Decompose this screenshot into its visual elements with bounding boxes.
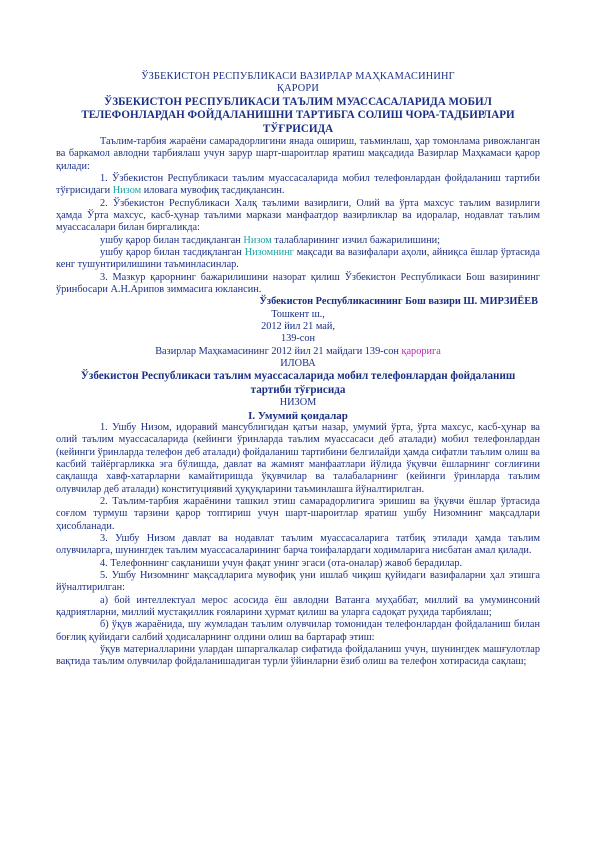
item-1-text-before: 1. Ўзбекистон Республикаси таълим муассасаларида мобил телефонлардан фойдаланиш тартиби тўғрисидаги	[56, 172, 540, 197]
nizom-link-2[interactable]: Низом	[243, 234, 272, 246]
clause-1: 1. Ушбу Низом, идоравий мансублигидан қатъи назар, умумий ўрта, ўрта махсус, касб-ҳунар ва олий таълим муассасаларида (кейинги ўринларда таълим муассасаси деб аталади) мобил телефонлардан (кейинги ўринларда телефон деб аталади) фойдаланиш тартибини белгилайди ҳамда сифатли таълим олиш ва касбий тайёргарликка эга бўлишда, давлат ва жамият манфаатлари йўлида ўқувчи ёшларнинг соғлиғини сақлашда хавф-хатарларни камайтиришда ўқувчилар ва талабаларнинг (кейинги ўринларда таълим олувчилар деб аталади) конституциявий ҳуқуқларини таъминлашга йўналтирилган.	[56, 421, 540, 495]
nizom-label: НИЗОМ	[279, 397, 317, 409]
signature: Ўзбекистон Республикасининг Бош вазири Ш. МИРЗИЁЕВ	[259, 296, 538, 308]
appendix-title-line-2: тартиби тўғрисида	[250, 383, 346, 396]
decree-title	[56, 96, 540, 136]
nizom-link-3[interactable]: Низомнинг	[244, 247, 294, 258]
item-3: 3. Мазкур қарорнинг бажарилишини назорат қилиш Ўзбекистон Республикаси Бош вазирининг ўринбосари А.Н.Арипов зиммасига юклансин.	[56, 271, 540, 296]
clause-5a: а) бой интеллектуал мерос асосида ёш авлодни Ватанга муҳаббат, миллий ва умуминсоний қадриятларни, миллий мустақиллик ғояларини ҳурмат қилиш ва уларга садоқат руҳида тарбиялаш;	[56, 594, 540, 619]
intro-paragraph: Таълим-тарбия жараёни самарадорлигини янада ошириш, таъминлаш, ҳар томонлама ривожланган ва баркамол авлодни тарбиялаш учун зарур шарт-шароитлар яратиш мақсадида Вазирлар Маҳкамаси қарор қилади:	[56, 135, 540, 172]
item-2b	[56, 247, 540, 272]
header-line-2: ҚАРОРИ	[277, 83, 319, 95]
decree-number: 139-сон	[280, 333, 316, 345]
title-line-3: ТЎҒРИСИДА	[262, 122, 334, 135]
decree-header	[56, 71, 540, 96]
clause-4: 4. Телефоннинг сақланиши учун фақат унинг эгаси (ота-оналар) жавоб берадилар.	[100, 557, 463, 569]
place: Тошкент ш.,	[271, 308, 325, 320]
item-2a-text-before: ушбу қарор билан тасдиқланган	[100, 234, 244, 246]
appendix-title	[56, 370, 540, 397]
title-line-2: ТЕЛЕФОНЛАРДАН ФОЙДАЛАНИШНИ ТАРТИБГА СОЛИШ ЧОРА-ТАДБИРЛАРИ	[81, 109, 515, 122]
item-2: 2. Ўзбекистон Республикаси Халқ таълими вазирлиги, Олий ва ўрта махсус таълим вазирлиги ҳамда Ўрта махсус, касб-ҳунар таълими маркази манфаатдор вазирликлар ва идоралар, нодавлат таълим муассасалари билан биргаликда:	[56, 197, 540, 234]
clause-5b-1: ўқув материалларини улардан шпаргалкалар сифатида фойдаланиш учун, шунингдек машғулотлар вақтида таълим олувчилар фойдаланишадиган турли ўйинларни ёзиб олиш ва телефон хотирасида сақлаш;	[56, 644, 540, 668]
item-2b-text-after: мақсади ва вазифалари аҳоли, айниқса ёшлар ўртасида кенг тушунтирилишини таъминласинлар.	[56, 247, 540, 271]
appendix-title-line-1: Ўзбекистон Республикаси таълим муассасаларида мобил телефонлардан фойдаланиш	[80, 370, 516, 383]
item-1-text-after: иловага мувофиқ тасдиқлансин.	[141, 185, 285, 197]
nizom-link-1[interactable]: Низом	[112, 185, 142, 197]
appendix-label: ИЛОВА	[280, 358, 316, 370]
clause-2: 2. Таълим-тарбия жараёнини ташкил этиш самарадорлигига эришиш ва ўқувчи ёшлар ўртасида соғлом турмуш тарзини қарор топтириш учун шарт-шароитлар яратиш ушбу Низомнинг мақсадлари ҳисобланади.	[56, 496, 540, 532]
item-2a	[56, 235, 540, 247]
appendix-reference	[56, 346, 540, 358]
decree-link[interactable]: қарорига	[401, 345, 441, 357]
item-1	[56, 173, 540, 198]
clause-5b: б) ўқув жараёнида, шу жумладан таълим олувчилар томонидан телефонлардан фойдаланиш билан боғлиқ қуйидаги салбий ҳодисаларнинг олдини олиш ва бартараф этиш:	[56, 619, 540, 643]
date: 2012 йил 21 май,	[261, 321, 335, 333]
section-1-heading: I. Умумий қоидалар	[248, 409, 348, 422]
item-2a-text-after: талабларининг изчил бажарилишини;	[271, 234, 440, 246]
appendix-reference-text: Вазирлар Маҳкамасининг 2012 йил 21 майдаги 139-сон	[155, 345, 402, 357]
item-2b-text-before: ушбу қарор билан тасдиқланган	[100, 247, 245, 258]
header-line-1: ЎЗБЕКИСТОН РЕСПУБЛИКАСИ ВАЗИРЛАР МАҲКАМАСИНИНГ	[141, 71, 455, 82]
clause-5: 5. Ушбу Низомнинг мақсадларига мувофиқ уни ишлаб чиқиш қуйидаги вазифаларни ҳал этишга йўналтирилган:	[56, 570, 540, 594]
title-line-1: ЎЗБЕКИСТОН РЕСПУБЛИКАСИ ТАЪЛИМ МУАССАСАЛАРИДА МОБИЛ	[104, 95, 492, 108]
clause-3: 3. Ушбу Низом давлат ва нодавлат таълим муассасаларига татбиқ этилади ҳамда таълим олувчиларга, шунингдек таълим муассасаларининг барча тоифалардаги ходимларига нисбатан амал қилади.	[56, 533, 540, 557]
